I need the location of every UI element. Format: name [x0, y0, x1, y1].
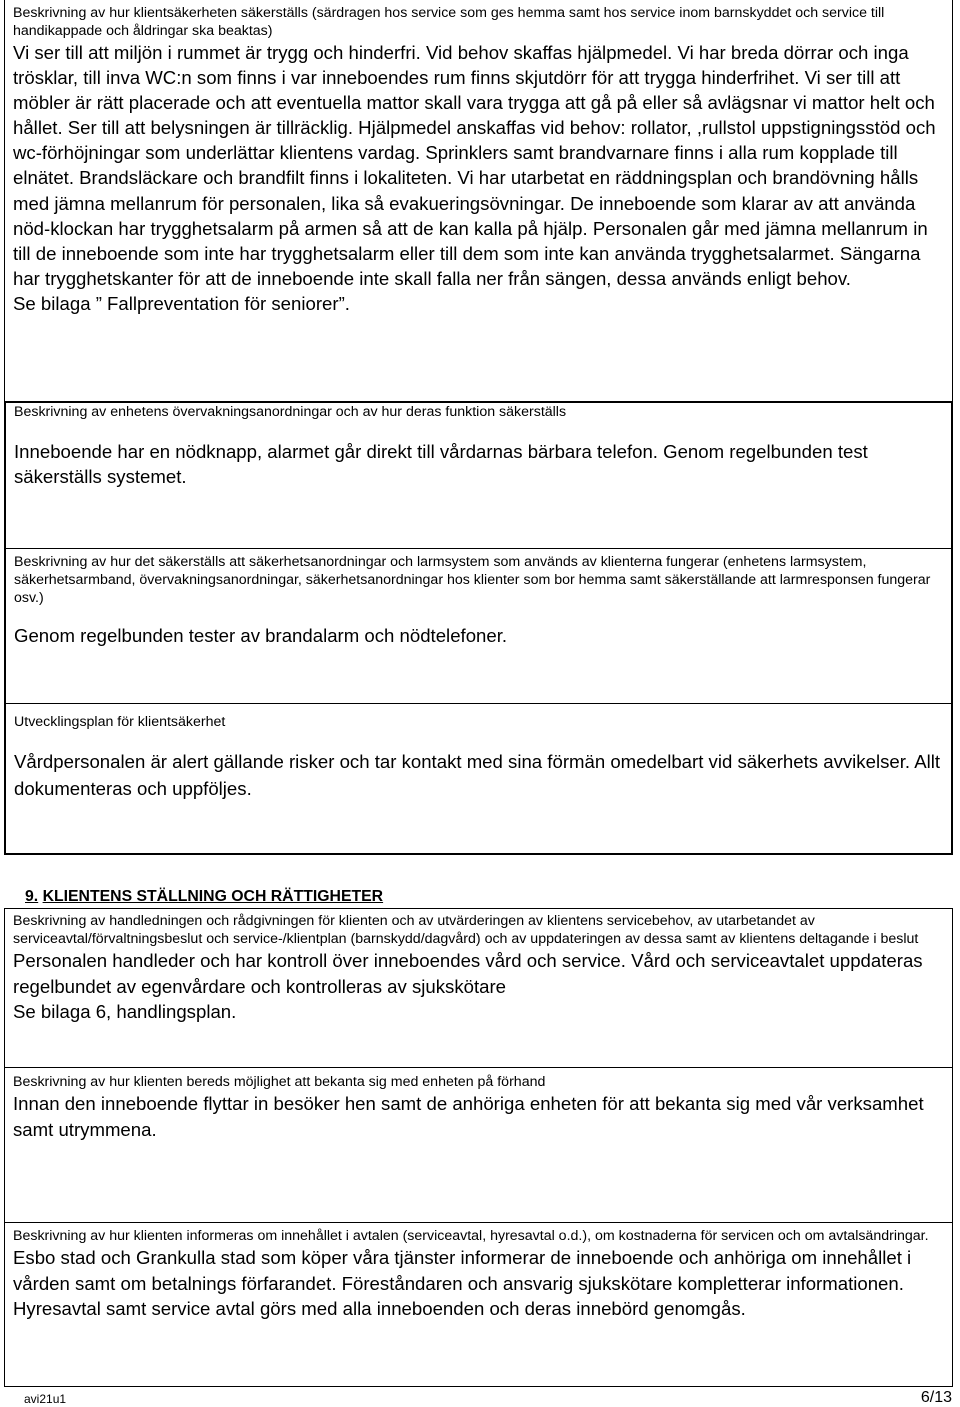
document-code: avi21u1 [24, 1392, 67, 1406]
monitoring-devices-body: Inneboende har en nödknapp, alarmet går direkt till vårdarnas bärbara telefon. Genom regelbunden test säkerställs systemet. [14, 441, 868, 488]
alarm-systems-field [6, 549, 951, 704]
alarm-systems-body: Genom regelbunden tester av brandalarm och nödtelefoner. [14, 625, 508, 646]
introduction-label: Beskrivning av hur klienten bereds möjlighet att bekanta sig med enheten på förhand [13, 1074, 546, 1090]
alarm-systems-label: Beskrivning av hur det säkerställs att säkerhetsanordningar och larmsystem som används av klienterna fungerar (enhetens larmsystem, säkerhetsarmband, övervakningsanordningar, säkerhetsanordningar hos klienter som bor hemma samt säkerställande att larmresponsen fungerar osv.) [14, 554, 931, 606]
client-rights-section [4, 908, 953, 1387]
section-heading [25, 888, 383, 906]
guidance-attachment-note: Se bilaga 6, handlingsplan. [13, 1001, 237, 1022]
client-safety-label: Beskrivning av hur klientsäkerheten säkerställs (särdragen hos service som ges hemma samt hos service inom barnskyddet och service till handikappade och åldringar ska beaktas) [13, 5, 885, 39]
client-safety-attachment-note: Se bilaga ” Fallpreventation för seniorer”. [13, 292, 350, 314]
contract-info-label: Beskrivning av hur klienten informeras om innehållet i avtalen (serviceavtal, hyresavtal o.d.), om kostnaderna för servicen och om avtalsändringar. [13, 1228, 929, 1244]
client-safety-section [4, 0, 953, 401]
section-title: KLIENTENS STÄLLNING OCH RÄTTIGHETER [42, 888, 384, 905]
safety-development-plan-body: Vårdpersonalen är alert gällande risker och tar kontakt med sina förmän omedelbart vid säkerhets avvikelser. Allt dokumenteras och uppföljes. [14, 751, 941, 799]
monitoring-section [4, 401, 953, 855]
contract-info-field [5, 1223, 952, 1386]
guidance-field [5, 909, 952, 1068]
monitoring-devices-label: Beskrivning av enhetens övervakningsanordningar och av hur deras funktion säkerställs [14, 404, 567, 420]
section-number: 9. [25, 888, 39, 905]
contract-info-body: Esbo stad och Grankulla stad som köper våra tjänster informerar de inneboende och anhöriga om innehållet i vården samt om betalnings förfarandet. Föreståndaren och ansvarig sjukskötare kompletterar informationen. Hyresavtal samt service avtal görs med alla inneboenden och deras innebörd genomgås. [13, 1247, 912, 1319]
introduction-field [5, 1068, 952, 1223]
guidance-body: Personalen handleder och har kontroll över inneboendes vård och service. Vård och serviceavtalet uppdateras regelbundet av egenvårdare och kontrolleras av sjukskötare [13, 950, 923, 997]
client-safety-body: Vi ser till att miljön i rummet är trygg och hinderfri. Vid behov skaffas hjälpmedel. Vi har breda dörrar och inga trösklar, till inva WC:n som finns i var inneboendes rum finns skjutdörr för att trygga hinderfrihet. Vi ser till att möbler är rätt placerade och att eventuella mattor skall vara trygga att gå på eller så avlägsnar vi mattor helt och hållet. Ser till att belysningen är tillräcklig. Hjälpmedel anskaffas vid behov: rollator, ,rullstol uppstigningsstöd och wc-förhöjningar som underlättar klientens vardag. Sprinklers samt brandvarnare finns i alla rum kopplade till elnätet. Brandsläckare och brandfilt finns i lokaliteten. Vi har utarbetat en räddningsplan och brandövning hålls med jämna mellanrum för personalen, lika så evakueringsövningar. De inneboende som klarar av att använda nöd-klockan har trygghetsalarm på armen så att de kan kalla på hjälp. Personalen går med jämna mellanrum in till de inneboende som inte har trygghetsalarm eller till dem som inte kan använda trygghetsalarmet. Sängarna har trygghetskanter för att de inneboende inte skall falla ner från sängen, dessa används enligt behov. [13, 42, 936, 289]
guidance-label: Beskrivning av handledningen och rådgivningen för klienten och av utvärderingen av klientens servicebehov, av utarbetandet av serviceavtal/förvaltningsbeslut och service-/klientplan (barnskydd/dagvård) och av uppdateringen av dessa samt av klientens deltagande i beslut [13, 913, 919, 947]
safety-development-plan-label: Utvecklingsplan för klientsäkerhet [14, 714, 226, 730]
introduction-body: Innan den inneboende flyttar in besöker hen samt de anhöriga enheten för att bekanta sig med vår verksamhet samt utrymmena. [13, 1093, 924, 1140]
safety-development-plan-field [6, 704, 951, 853]
monitoring-devices-field [6, 403, 951, 549]
page-number: 6/13 [920, 1389, 952, 1406]
